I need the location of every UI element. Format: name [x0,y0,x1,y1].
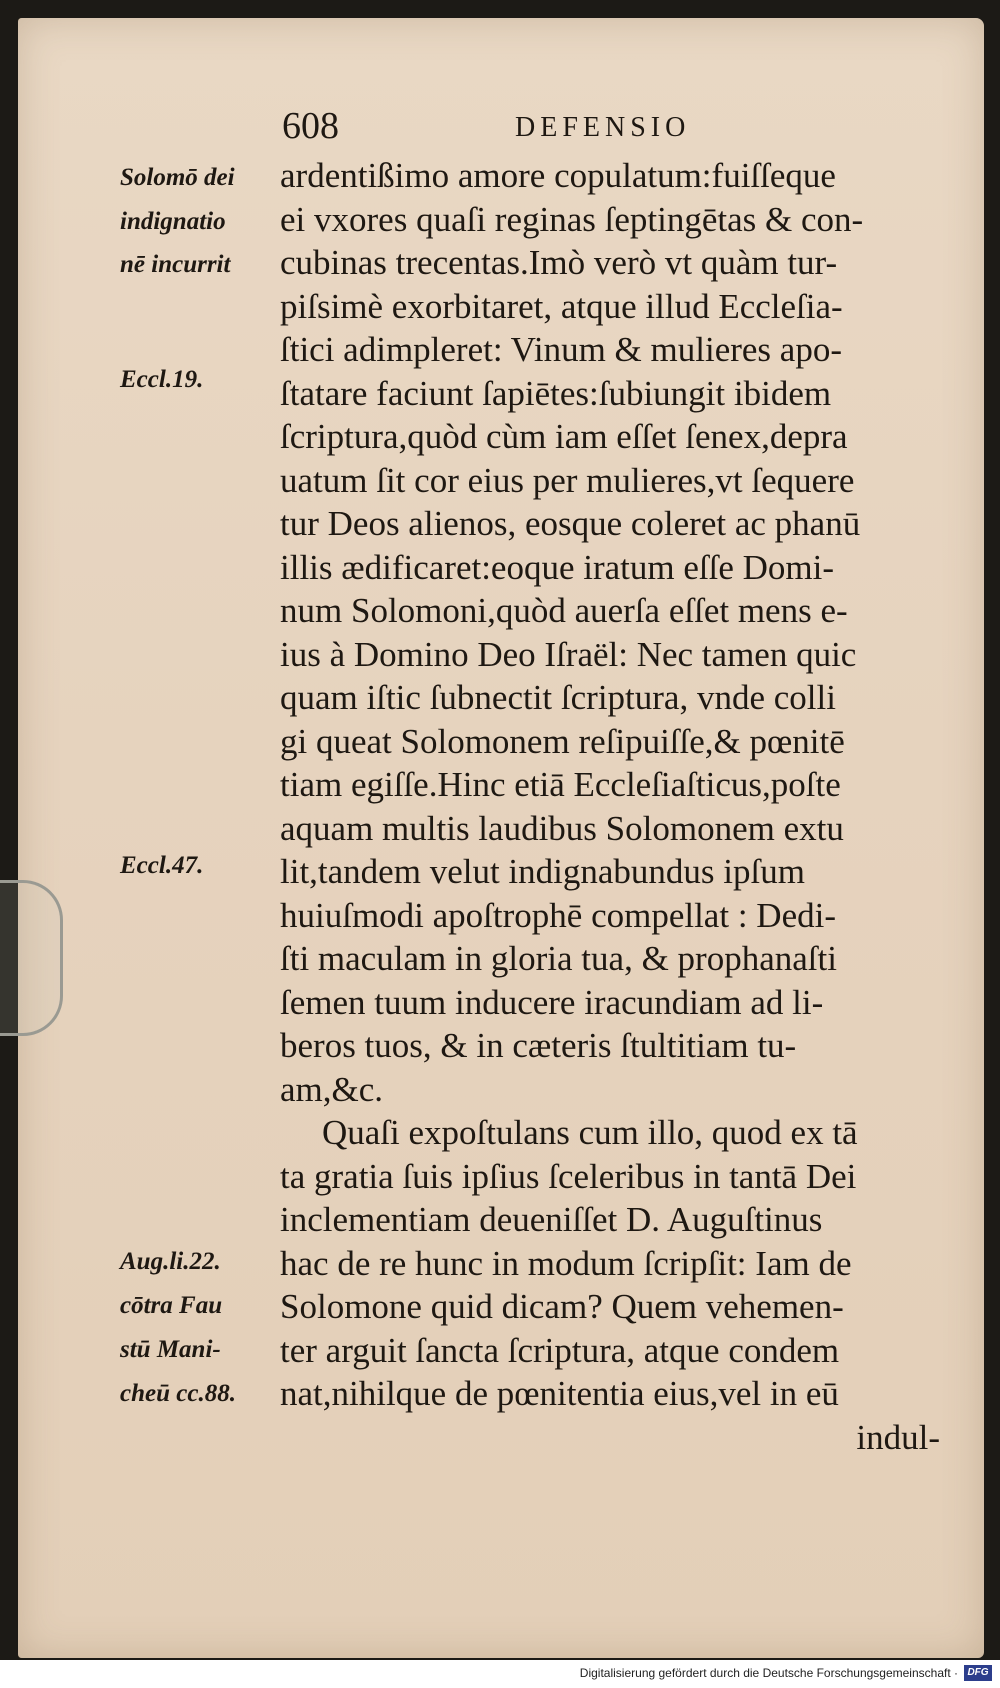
text-line: hac de re hunc in modum ſcripſit: Iam de [280,1243,852,1283]
text-line: cubinas trecentas.Imò verò vt quàm tur- [280,243,838,282]
margin-note: indignatio [120,208,226,235]
running-head: DEFENSIO [515,112,691,143]
text-line: tur Deos alienos, eosque coleret ac phanū [280,504,861,543]
text-line: lit,tandem velut indignabundus ipſum [280,852,805,891]
margin-note: Eccl.47. [120,852,204,879]
margin-note: Aug.li.22. [120,1248,221,1275]
margin-note: nē incurrit [120,251,231,278]
text-line: ter arguit ſancta ſcriptura, atque condem [280,1330,840,1370]
margin-note: Eccl.19. [120,366,204,393]
text-line: aquam multis laudibus Solomonem extu [280,808,844,848]
margin-note: Solomō dei [120,164,235,191]
text-line: ardentißimo amore copulatum:fuiſſeque [280,156,836,195]
text-line: gi queat Solomonem reſipuiſſe,& pœnitē [280,721,845,761]
text-line: illis ædificaret:eoque iratum eſſe Domi- [280,547,835,587]
text-line: inclementiam deueniſſet D. Auguſtinus [280,1200,823,1239]
text-line: Solomone quid dicam? Quem vehemen- [280,1287,844,1326]
text-line: beros tuos, & in cæteris ſtultitiam tu- [280,1026,797,1065]
text-line: Quaſi expoſtulans cum illo, quod ex tā [322,1113,858,1152]
page-number: 608 [282,105,339,147]
body-text [280,154,950,1459]
text-line: ius à Domino Deo Iſraël: Nec tamen quic [280,634,857,674]
text-line: am,&c. [280,1069,384,1109]
text-line: ta gratia ſuis ipſius ſceleribus in tantā Dei [280,1156,857,1196]
text-line: piſsimè exorbitaret, atque illud Eccleſia- [280,286,843,326]
margin-note: cheū cc.88. [120,1380,236,1407]
margin-note: cōtra Fau [120,1292,223,1319]
digitization-footer [0,1660,1000,1688]
catchword: indul- [856,1417,940,1457]
text-line: num Solomoni,quòd auerſa eſſet mens e- [280,591,848,630]
page-header [0,104,1000,154]
text-line: ei vxores quaſi reginas ſeptingētas & con- [280,199,864,239]
text-line: huiuſmodi apoſtrophē compellat : Dedi- [280,895,836,935]
text-line: ſtatare faciunt ſapiētes:ſubiungit ibidem [280,373,832,413]
footer-credit: Digitalisierung gefördert durch die Deutsche Forschungsgemeinschaft · [579,1666,958,1680]
text-line: uatum ſit cor eius per mulieres,vt ſequere [280,460,855,500]
text-line: ſti maculam in gloria tua, & prophanaſti [280,939,837,978]
text-line: ſtici adimpleret: Vinum & mulieres apo- [280,330,842,369]
margin-note: stū Mani- [120,1336,221,1363]
text-line: ſcriptura,quòd cùm iam eſſet ſenex,depra [280,417,848,456]
text-line: tiam egiſſe.Hinc etiā Eccleſiaſticus,poſte [280,765,841,804]
dfg-logo-icon: DFG [964,1665,992,1681]
text-line: ſemen tuum inducere iracundiam ad li- [280,982,824,1022]
page-clip [0,880,63,1036]
text-line: nat,nihilque de pœnitentia eius,vel in eū [280,1374,839,1413]
text-line: quam iſtic ſubnectit ſcriptura, vnde colli [280,678,836,717]
